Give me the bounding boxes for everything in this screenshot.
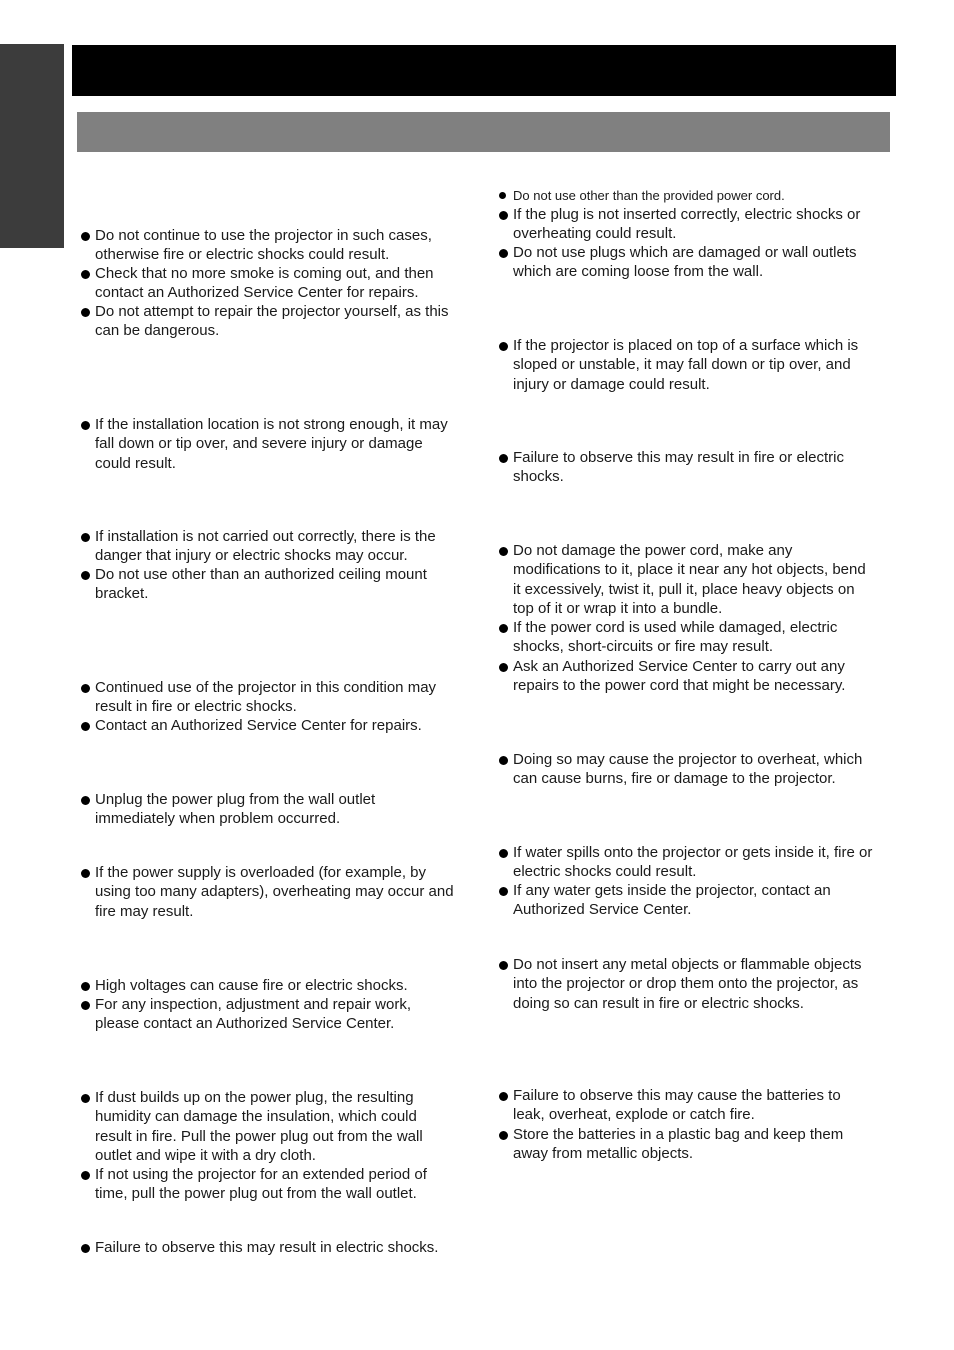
list-item: Do not damage the power cord, make any modifications to it, place it near any hot objects, bend it excessively, twist it, pull it, place heavy objects on top of it or wrap it into a bundle.: [497, 541, 875, 618]
list-item: Failure to observe this may result in electric shocks.: [79, 1238, 457, 1257]
side-section-tab: [0, 44, 64, 248]
list-item: Store the batteries in a plastic bag and keep them away from metallic objects.: [497, 1125, 875, 1164]
header-bar: [72, 45, 896, 96]
list-item: If water spills onto the projector or gets inside it, fire or electric shocks could result.: [497, 843, 875, 882]
list-item: Do not use plugs which are damaged or wall outlets which are coming loose from the wall.: [497, 243, 875, 282]
list-item: If not using the projector for an extended period of time, pull the power plug out from the wall outlet.: [79, 1165, 457, 1204]
list-item: For any inspection, adjustment and repair work, please contact an Authorized Service Center.: [79, 995, 457, 1034]
list-item: Unplug the power plug from the wall outlet immediately when problem occurred.: [79, 790, 457, 829]
list-item: Do not attempt to repair the projector yourself, as this can be dangerous.: [79, 302, 457, 341]
list-item: Check that no more smoke is coming out, and then contact an Authorized Service Center for repairs.: [79, 264, 457, 303]
list-item: Do not continue to use the projector in such cases, otherwise fire or electric shocks could result.: [79, 226, 457, 265]
subheader-bar: [77, 112, 890, 152]
list-item: Doing so may cause the projector to overheat, which can cause burns, fire or damage to the projector.: [497, 750, 875, 789]
list-item: If any water gets inside the projector, contact an Authorized Service Center.: [497, 881, 875, 920]
list-item: High voltages can cause fire or electric shocks.: [79, 976, 457, 995]
list-item: Ask an Authorized Service Center to carry out any repairs to the power cord that might be necessary.: [497, 657, 875, 696]
list-item: Do not insert any metal objects or flammable objects into the projector or drop them onto the projector, as doing so can result in fire or electric shocks.: [497, 955, 875, 1013]
list-item: If the projector is placed on top of a surface which is sloped or unstable, it may fall down or tip over, and injury or damage could result.: [497, 336, 875, 394]
list-item: Do not use other than an authorized ceiling mount bracket.: [79, 565, 457, 604]
list-item: Continued use of the projector in this condition may result in fire or electric shocks.: [79, 678, 457, 717]
list-item: If installation is not carried out correctly, there is the danger that injury or electric shocks may occur.: [79, 527, 457, 566]
list-item: Failure to observe this may cause the batteries to leak, overheat, explode or catch fire.: [497, 1086, 875, 1125]
list-item: If the plug is not inserted correctly, electric shocks or overheating could result.: [497, 205, 875, 244]
list-item: Contact an Authorized Service Center for repairs.: [79, 716, 457, 735]
list-item: If the power cord is used while damaged, electric shocks, short-circuits or fire may result.: [497, 618, 875, 657]
list-item: If the installation location is not strong enough, it may fall down or tip over, and severe injury or damage could result.: [79, 415, 457, 473]
list-item: If dust builds up on the power plug, the resulting humidity can damage the insulation, which could result in fire. Pull the power plug out from the wall outlet and wipe it with a dry cloth.: [79, 1088, 457, 1165]
list-item: Do not use other than the provided power cord.: [497, 187, 875, 204]
list-item: Failure to observe this may result in fire or electric shocks.: [497, 448, 875, 487]
list-item: If the power supply is overloaded (for example, by using too many adapters), overheating may occur and fire may result.: [79, 863, 457, 921]
